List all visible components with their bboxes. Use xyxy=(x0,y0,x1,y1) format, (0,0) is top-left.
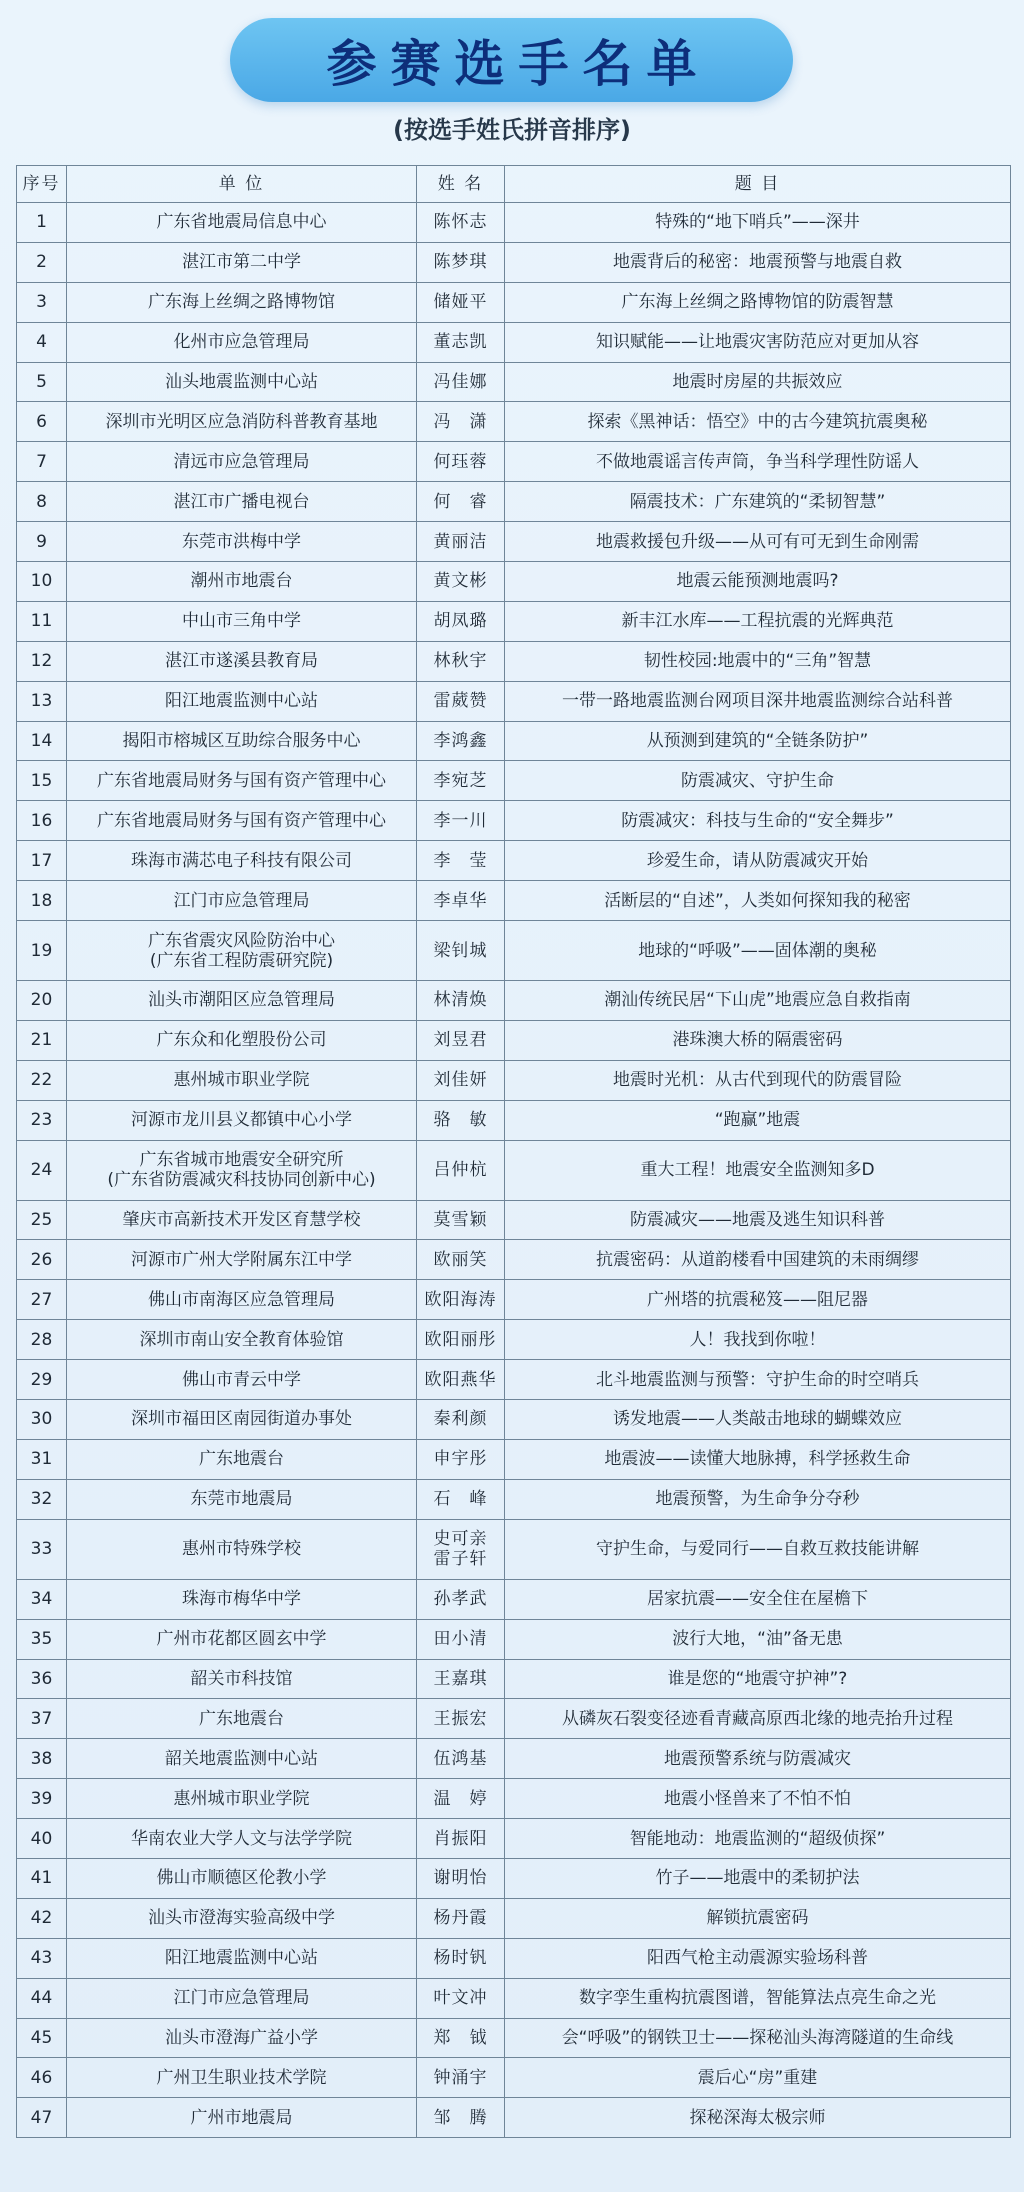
cell-name: 欧阳海涛 xyxy=(417,1280,505,1320)
cell-unit: 韶关市科技馆 xyxy=(67,1659,417,1699)
table-row xyxy=(17,1938,1011,1978)
column-header-unit: 单 位 xyxy=(67,166,417,203)
cell-number: 13 xyxy=(17,681,67,721)
cell-name: 骆 敏 xyxy=(417,1100,505,1140)
cell-number: 6 xyxy=(17,402,67,442)
cell-name: 欧阳燕华 xyxy=(417,1360,505,1400)
cell-name: 李鸿鑫 xyxy=(417,721,505,761)
cell-number: 24 xyxy=(17,1140,67,1200)
title-banner xyxy=(230,18,793,102)
cell-number: 29 xyxy=(17,1360,67,1400)
cell-unit: 广东众和化塑股份公司 xyxy=(67,1020,417,1060)
table-row xyxy=(17,681,1011,721)
cell-topic: 居家抗震——安全住在屋檐下 xyxy=(505,1579,1011,1619)
cell-topic: 一带一路地震监测台网项目深井地震监测综合站科普 xyxy=(505,681,1011,721)
cell-name: 田小清 xyxy=(417,1619,505,1659)
table-row xyxy=(17,1140,1011,1200)
table-row xyxy=(17,921,1011,981)
table-row xyxy=(17,1898,1011,1938)
cell-topic: 探索《黑神话：悟空》中的古今建筑抗震奥秘 xyxy=(505,402,1011,442)
cell-topic: 地震波——读懂大地脉搏，科学拯救生命 xyxy=(505,1439,1011,1479)
table-row xyxy=(17,1699,1011,1739)
cell-number: 35 xyxy=(17,1619,67,1659)
cell-unit: 汕头市潮阳区应急管理局 xyxy=(67,981,417,1021)
cell-topic: 地震预警系统与防震减灾 xyxy=(505,1739,1011,1779)
cell-topic: 抗震密码：从道韵楼看中国建筑的未雨绸缪 xyxy=(505,1240,1011,1280)
cell-topic: 人！我找到你啦！ xyxy=(505,1320,1011,1360)
cell-name: 石 峰 xyxy=(417,1479,505,1519)
table-row xyxy=(17,841,1011,881)
table-row xyxy=(17,1240,1011,1280)
cell-name: 欧丽笑 xyxy=(417,1240,505,1280)
cell-topic: 不做地震谣言传声筒，争当科学理性防谣人 xyxy=(505,442,1011,482)
table-row xyxy=(17,402,1011,442)
cell-topic: 防震减灾：科技与生命的“安全舞步” xyxy=(505,801,1011,841)
table-row xyxy=(17,1060,1011,1100)
cell-topic: “跑赢”地震 xyxy=(505,1100,1011,1140)
cell-number: 7 xyxy=(17,442,67,482)
cell-unit: 华南农业大学人文与法学学院 xyxy=(67,1819,417,1859)
cell-name: 欧阳丽彤 xyxy=(417,1320,505,1360)
cell-topic: 韧性校园:地震中的“三角”智慧 xyxy=(505,641,1011,681)
table-row xyxy=(17,2098,1011,2138)
table-row xyxy=(17,1819,1011,1859)
table-row xyxy=(17,981,1011,1021)
cell-name: 黄文彬 xyxy=(417,562,505,602)
cell-unit: 广东地震台 xyxy=(67,1699,417,1739)
cell-topic: 波行大地，“油”备无患 xyxy=(505,1619,1011,1659)
cell-topic: 解锁抗震密码 xyxy=(505,1898,1011,1938)
cell-number: 43 xyxy=(17,1938,67,1978)
cell-number: 27 xyxy=(17,1280,67,1320)
cell-name: 冯 潇 xyxy=(417,402,505,442)
cell-name: 吕仲杭 xyxy=(417,1140,505,1200)
cell-unit: 汕头市澄海实验高级中学 xyxy=(67,1898,417,1938)
cell-number: 44 xyxy=(17,1978,67,2018)
cell-name: 王振宏 xyxy=(417,1699,505,1739)
table-row xyxy=(17,1978,1011,2018)
cell-unit: 潮州市地震台 xyxy=(67,562,417,602)
column-header-topic: 题 目 xyxy=(505,166,1011,203)
cell-topic: 活断层的“自述”，人类如何探知我的秘密 xyxy=(505,881,1011,921)
cell-name: 刘昱君 xyxy=(417,1020,505,1060)
cell-name: 董志凯 xyxy=(417,322,505,362)
cell-name: 王嘉琪 xyxy=(417,1659,505,1699)
cell-number: 38 xyxy=(17,1739,67,1779)
table-row xyxy=(17,562,1011,602)
cell-unit: 东莞市洪梅中学 xyxy=(67,522,417,562)
cell-unit: 惠州城市职业学院 xyxy=(67,1060,417,1100)
cell-number: 9 xyxy=(17,522,67,562)
cell-name: 冯佳娜 xyxy=(417,362,505,402)
table-row xyxy=(17,1619,1011,1659)
cell-topic: 地震时光机：从古代到现代的防震冒险 xyxy=(505,1060,1011,1100)
table-row xyxy=(17,1858,1011,1898)
table-row xyxy=(17,1200,1011,1240)
cell-name: 陈怀志 xyxy=(417,203,505,243)
cell-name: 杨丹霞 xyxy=(417,1898,505,1938)
cell-name: 储娅平 xyxy=(417,282,505,322)
cell-topic: 北斗地震监测与预警：守护生命的时空哨兵 xyxy=(505,1360,1011,1400)
cell-unit: 珠海市满芯电子科技有限公司 xyxy=(67,841,417,881)
cell-name: 李宛芝 xyxy=(417,761,505,801)
cell-number: 40 xyxy=(17,1819,67,1859)
cell-number: 12 xyxy=(17,641,67,681)
page-title: 参赛选手名单 xyxy=(326,35,711,93)
cell-unit: 广东地震台 xyxy=(67,1439,417,1479)
table-row xyxy=(17,1479,1011,1519)
cell-name: 黄丽洁 xyxy=(417,522,505,562)
cell-name: 林清焕 xyxy=(417,981,505,1021)
table-row xyxy=(17,1739,1011,1779)
cell-topic: 防震减灾——地震及逃生知识科普 xyxy=(505,1200,1011,1240)
cell-topic: 探秘深海太极宗师 xyxy=(505,2098,1011,2138)
cell-topic: 知识赋能——让地震灾害防范应对更加从容 xyxy=(505,322,1011,362)
cell-unit: 揭阳市榕城区互助综合服务中心 xyxy=(67,721,417,761)
cell-name: 陈梦琪 xyxy=(417,242,505,282)
table-row xyxy=(17,801,1011,841)
cell-topic: 地震小怪兽来了不怕不怕 xyxy=(505,1779,1011,1819)
cell-number: 4 xyxy=(17,322,67,362)
cell-topic: 阳西气枪主动震源实验场科普 xyxy=(505,1938,1011,1978)
cell-topic: 地震云能预测地震吗? xyxy=(505,562,1011,602)
cell-topic: 诱发地震——人类敲击地球的蝴蝶效应 xyxy=(505,1400,1011,1440)
cell-unit: 广东省地震局财务与国有资产管理中心 xyxy=(67,801,417,841)
table-row xyxy=(17,1280,1011,1320)
cell-unit: 广东省震灾风险防治中心 (广东省工程防震研究院) xyxy=(67,921,417,981)
cell-topic: 地震时房屋的共振效应 xyxy=(505,362,1011,402)
cell-name: 何珏蓉 xyxy=(417,442,505,482)
cell-name: 杨时钒 xyxy=(417,1938,505,1978)
table-row xyxy=(17,442,1011,482)
cell-unit: 广东海上丝绸之路博物馆 xyxy=(67,282,417,322)
cell-topic: 会“呼吸”的钢铁卫士——探秘汕头海湾隧道的生命线 xyxy=(505,2018,1011,2058)
cell-unit: 江门市应急管理局 xyxy=(67,1978,417,2018)
table-row xyxy=(17,1320,1011,1360)
cell-topic: 守护生命，与爱同行——自救互救技能讲解 xyxy=(505,1519,1011,1579)
table-row xyxy=(17,641,1011,681)
cell-number: 46 xyxy=(17,2058,67,2098)
cell-topic: 珍爱生命，请从防震减灾开始 xyxy=(505,841,1011,881)
cell-name: 邹 腾 xyxy=(417,2098,505,2138)
cell-number: 37 xyxy=(17,1699,67,1739)
cell-unit: 广州卫生职业技术学院 xyxy=(67,2058,417,2098)
cell-unit: 广东省城市地震安全研究所 (广东省防震减灾科技协同创新中心) xyxy=(67,1140,417,1200)
cell-number: 16 xyxy=(17,801,67,841)
table-row xyxy=(17,522,1011,562)
cell-name: 肖振阳 xyxy=(417,1819,505,1859)
cell-unit: 惠州城市职业学院 xyxy=(67,1779,417,1819)
table-row xyxy=(17,1779,1011,1819)
cell-unit: 深圳市福田区南园街道办事处 xyxy=(67,1400,417,1440)
cell-name: 胡凤璐 xyxy=(417,601,505,641)
cell-name: 梁钊城 xyxy=(417,921,505,981)
cell-unit: 汕头地震监测中心站 xyxy=(67,362,417,402)
cell-name: 李 莹 xyxy=(417,841,505,881)
cell-unit: 中山市三角中学 xyxy=(67,601,417,641)
table-row xyxy=(17,203,1011,243)
cell-topic: 地球的“呼吸”——固体潮的奥秘 xyxy=(505,921,1011,981)
cell-number: 1 xyxy=(17,203,67,243)
cell-name: 孙孝武 xyxy=(417,1579,505,1619)
cell-number: 23 xyxy=(17,1100,67,1140)
cell-unit: 汕头市澄海广益小学 xyxy=(67,2018,417,2058)
cell-name: 刘佳妍 xyxy=(417,1060,505,1100)
cell-name: 谢明怡 xyxy=(417,1858,505,1898)
cell-topic: 智能地动：地震监测的“超级侦探” xyxy=(505,1819,1011,1859)
cell-unit: 湛江市广播电视台 xyxy=(67,482,417,522)
cell-unit: 广州市花都区圆玄中学 xyxy=(67,1619,417,1659)
cell-number: 36 xyxy=(17,1659,67,1699)
cell-name: 伍鸿基 xyxy=(417,1739,505,1779)
cell-topic: 新丰江水库——工程抗震的光辉典范 xyxy=(505,601,1011,641)
table-row xyxy=(17,2018,1011,2058)
cell-number: 10 xyxy=(17,562,67,602)
cell-unit: 广东省地震局信息中心 xyxy=(67,203,417,243)
cell-unit: 湛江市第二中学 xyxy=(67,242,417,282)
cell-number: 34 xyxy=(17,1579,67,1619)
table-row xyxy=(17,1519,1011,1579)
table-row xyxy=(17,1360,1011,1400)
cell-number: 33 xyxy=(17,1519,67,1579)
cell-name: 史可亲 雷子轩 xyxy=(417,1519,505,1579)
cell-unit: 惠州市特殊学校 xyxy=(67,1519,417,1579)
cell-topic: 地震救援包升级——从可有可无到生命刚需 xyxy=(505,522,1011,562)
cell-number: 25 xyxy=(17,1200,67,1240)
table-row xyxy=(17,282,1011,322)
header-row xyxy=(17,166,1011,203)
cell-topic: 广州塔的抗震秘笈——阻尼器 xyxy=(505,1280,1011,1320)
cell-name: 李一川 xyxy=(417,801,505,841)
cell-topic: 潮汕传统民居“下山虎”地震应急自救指南 xyxy=(505,981,1011,1021)
cell-unit: 广州市地震局 xyxy=(67,2098,417,2138)
cell-unit: 阳江地震监测中心站 xyxy=(67,1938,417,1978)
cell-name: 雷葳赞 xyxy=(417,681,505,721)
table-row xyxy=(17,1659,1011,1699)
cell-topic: 广东海上丝绸之路博物馆的防震智慧 xyxy=(505,282,1011,322)
cell-topic: 震后心“房”重建 xyxy=(505,2058,1011,2098)
cell-number: 20 xyxy=(17,981,67,1021)
table-row xyxy=(17,601,1011,641)
cell-unit: 佛山市青云中学 xyxy=(67,1360,417,1400)
cell-number: 42 xyxy=(17,1898,67,1938)
cell-unit: 湛江市遂溪县教育局 xyxy=(67,641,417,681)
cell-number: 47 xyxy=(17,2098,67,2138)
cell-number: 45 xyxy=(17,2018,67,2058)
cell-unit: 清远市应急管理局 xyxy=(67,442,417,482)
cell-topic: 地震背后的秘密：地震预警与地震自救 xyxy=(505,242,1011,282)
cell-unit: 江门市应急管理局 xyxy=(67,881,417,921)
cell-unit: 佛山市南海区应急管理局 xyxy=(67,1280,417,1320)
table-row xyxy=(17,1100,1011,1140)
cell-name: 申宇彤 xyxy=(417,1439,505,1479)
cell-topic: 地震预警，为生命争分夺秒 xyxy=(505,1479,1011,1519)
cell-number: 22 xyxy=(17,1060,67,1100)
cell-name: 林秋宇 xyxy=(417,641,505,681)
cell-number: 31 xyxy=(17,1439,67,1479)
cell-unit: 韶关地震监测中心站 xyxy=(67,1739,417,1779)
cell-unit: 深圳市光明区应急消防科普教育基地 xyxy=(67,402,417,442)
cell-number: 41 xyxy=(17,1858,67,1898)
column-header-name: 姓 名 xyxy=(417,166,505,203)
table-row xyxy=(17,1439,1011,1479)
cell-name: 郑 钺 xyxy=(417,2018,505,2058)
cell-unit: 深圳市南山安全教育体验馆 xyxy=(67,1320,417,1360)
cell-name: 李卓华 xyxy=(417,881,505,921)
cell-number: 19 xyxy=(17,921,67,981)
table-row xyxy=(17,1020,1011,1060)
cell-number: 11 xyxy=(17,601,67,641)
cell-name: 莫雪颖 xyxy=(417,1200,505,1240)
table-row xyxy=(17,721,1011,761)
cell-name: 秦利颜 xyxy=(417,1400,505,1440)
cell-name: 叶文冲 xyxy=(417,1978,505,2018)
cell-unit: 河源市广州大学附属东江中学 xyxy=(67,1240,417,1280)
cell-topic: 数字孪生重构抗震图谱，智能算法点亮生命之光 xyxy=(505,1978,1011,2018)
cell-number: 28 xyxy=(17,1320,67,1360)
cell-unit: 阳江地震监测中心站 xyxy=(67,681,417,721)
cell-number: 5 xyxy=(17,362,67,402)
cell-unit: 佛山市顺德区伦教小学 xyxy=(67,1858,417,1898)
table-row xyxy=(17,482,1011,522)
cell-name: 何 睿 xyxy=(417,482,505,522)
cell-unit: 肇庆市高新技术开发区育慧学校 xyxy=(67,1200,417,1240)
table-body xyxy=(17,203,1011,2138)
cell-number: 17 xyxy=(17,841,67,881)
cell-topic: 谁是您的“地震守护神”? xyxy=(505,1659,1011,1699)
table-row xyxy=(17,322,1011,362)
cell-topic: 隔震技术：广东建筑的“柔韧智慧” xyxy=(505,482,1011,522)
cell-unit: 河源市龙川县义都镇中心小学 xyxy=(67,1100,417,1140)
cell-number: 26 xyxy=(17,1240,67,1280)
cell-number: 32 xyxy=(17,1479,67,1519)
cell-topic: 从磷灰石裂变径迹看青藏高原西北缘的地壳抬升过程 xyxy=(505,1699,1011,1739)
page-subtitle: (按选手姓氏拼音排序) xyxy=(393,116,631,144)
table-row xyxy=(17,881,1011,921)
cell-number: 18 xyxy=(17,881,67,921)
table-row xyxy=(17,2058,1011,2098)
table-row xyxy=(17,761,1011,801)
cell-number: 15 xyxy=(17,761,67,801)
cell-unit: 化州市应急管理局 xyxy=(67,322,417,362)
cell-number: 14 xyxy=(17,721,67,761)
cell-unit: 东莞市地震局 xyxy=(67,1479,417,1519)
cell-topic: 港珠澳大桥的隔震密码 xyxy=(505,1020,1011,1060)
cell-unit: 广东省地震局财务与国有资产管理中心 xyxy=(67,761,417,801)
cell-name: 钟涌宇 xyxy=(417,2058,505,2098)
cell-topic: 特殊的“地下哨兵”——深井 xyxy=(505,203,1011,243)
table-row xyxy=(17,1400,1011,1440)
cell-name: 温 婷 xyxy=(417,1779,505,1819)
cell-number: 30 xyxy=(17,1400,67,1440)
cell-topic: 竹子——地震中的柔韧护法 xyxy=(505,1858,1011,1898)
cell-topic: 从预测到建筑的“全链条防护” xyxy=(505,721,1011,761)
cell-number: 21 xyxy=(17,1020,67,1060)
table-row xyxy=(17,362,1011,402)
cell-topic: 防震减灾、守护生命 xyxy=(505,761,1011,801)
cell-number: 8 xyxy=(17,482,67,522)
table-row xyxy=(17,1579,1011,1619)
cell-unit: 珠海市梅华中学 xyxy=(67,1579,417,1619)
cell-topic: 重大工程！地震安全监测知多D xyxy=(505,1140,1011,1200)
table-row xyxy=(17,242,1011,282)
cell-number: 39 xyxy=(17,1779,67,1819)
cell-number: 2 xyxy=(17,242,67,282)
column-header-number: 序号 xyxy=(17,166,67,203)
contestant-table xyxy=(16,165,1011,2138)
table-header xyxy=(17,166,1011,203)
cell-number: 3 xyxy=(17,282,67,322)
